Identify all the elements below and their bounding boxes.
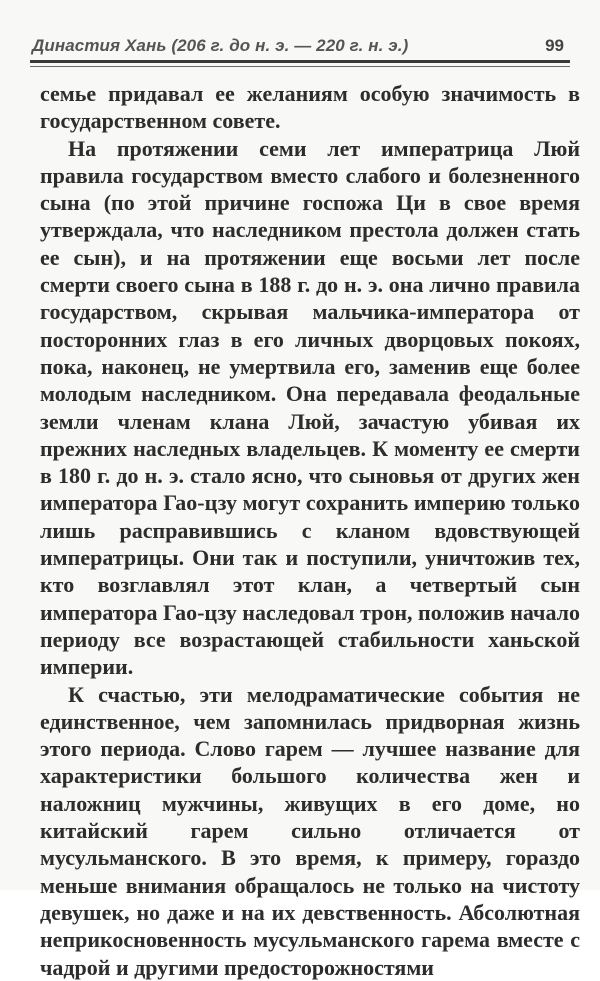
header-rule-thin <box>30 66 570 67</box>
paragraph-harem: К счастью, эти мелодраматические события не единственное, чем запомнилась придворная жизнь этого периода. Слово гарем — лучшее название для характеристики большого количества жен и наложниц мужчины, живущих в его доме, но китайский гарем сильно отличается от мусульманского. В это время, к примеру, гораздо меньше внимания обращалось не только на чистоту девушек, но даже и на их девственность. Абсолютная неприкосновенность мусульманского гарема вместе с чадрой и другими предосторожностями <box>40 681 580 980</box>
running-header <box>32 30 564 56</box>
header-rule-thick <box>30 60 570 63</box>
text-body <box>40 80 580 981</box>
paragraph-continuation: семье придавал ее желаниям особую значимость в государственном совете. <box>40 81 580 134</box>
page-number: 99 <box>545 36 564 55</box>
paragraph-empress-lu: На протяжении семи лет императрица Люй правила государством вместо слабого и болезненного сына (по этой причине госпожа Ци в свое время утверждала, что наследником престола должен стать ее сын), и на протяжении еще восьми лет после смерти своего сына в 188 г. до н. э. она лично правила государством, скрывая мальчика-императора от посторонних глаз в его личных дворцовых покоях, пока, наконец, не умертвила его, заменив еще более молодым наследником. Она передавала феодальные земли членам клана Люй, зачастую убивая их прежних наследных владельцев. К моменту ее смерти в 180 г. до н. э. стало ясно, что сыновья от других жен императора Гао-цзу могут сохранить империю только лишь расправившись с кланом вдовствующей императрицы. Они так и поступили, уничтожив тех, кто возглавлял этот клан, а четвертый сын императора Гао-цзу наследовал трон, положив начало периоду все возрастающей стабильности ханьской империи. <box>40 135 580 680</box>
running-title: Династия Хань (206 г. до н. э. — 220 г. н. э.) <box>32 36 409 55</box>
